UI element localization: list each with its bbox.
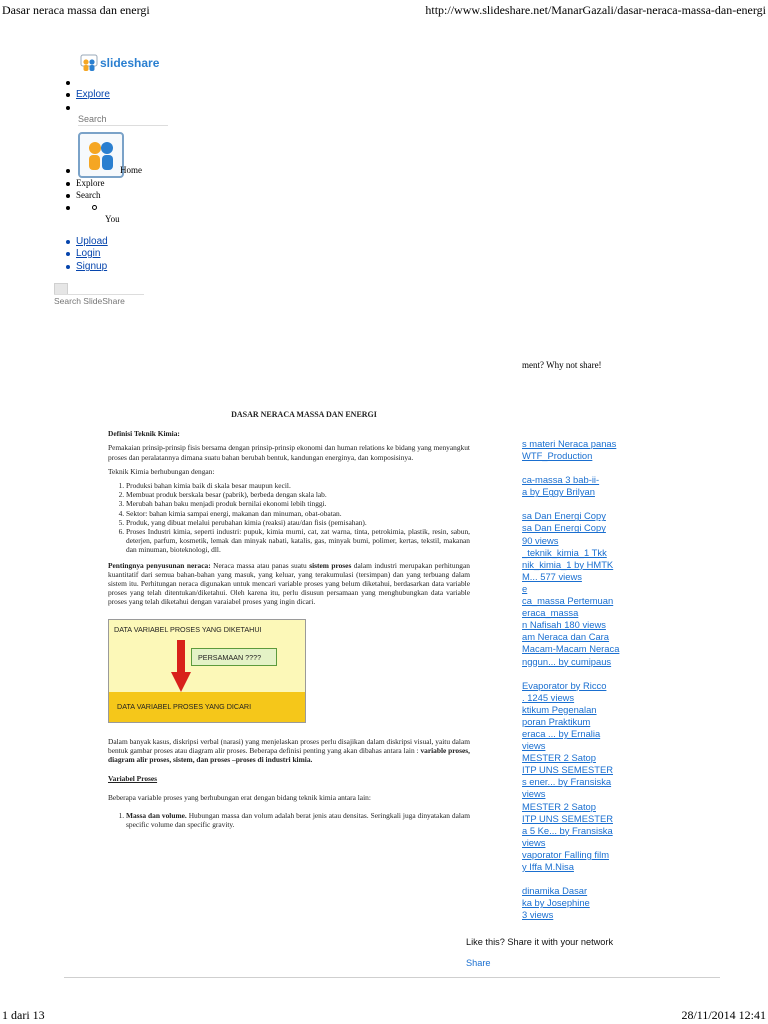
related-link[interactable]: M... 577 views (522, 570, 582, 582)
document-slide (108, 410, 470, 829)
upload-link[interactable]: Upload (76, 236, 108, 247)
related-link[interactable]: 90 views (522, 534, 559, 546)
list-item: 1. Massa dan volume. Hubungan massa dan volum adalah berat jenis atau densitas. Seringkali juga dinyatakan dalam specific volume dan specific gravity. (126, 811, 470, 829)
related-list (108, 481, 470, 555)
related-link[interactable]: ca-massa 3 bab-ii- (522, 474, 600, 486)
list-item: 4. Sektor: bahan kimia sampai energi, makanan dan minuman, obat-obatan. (126, 509, 470, 518)
related-link[interactable]: ITP UNS SEMESTER (522, 764, 613, 776)
related-link[interactable]: ca_massa Pertemuan (522, 595, 614, 607)
related-link[interactable]: y Iffa M.Nisa (522, 861, 574, 872)
related-link[interactable]: WTF_Production (522, 450, 593, 462)
login-link[interactable]: Login (76, 248, 101, 259)
nav-explore-item (66, 88, 110, 101)
related-link[interactable]: views (522, 836, 546, 848)
slideshare-logo-icon (80, 54, 98, 72)
related-link[interactable]: ktikum Pegenalan (522, 703, 597, 715)
diagram-bottom-label: DATA VARIABEL PROSES YANG DICARI (117, 701, 252, 711)
explore-link[interactable]: Explore (76, 89, 110, 100)
share-button[interactable]: Share (466, 958, 491, 968)
nav-search-item (66, 101, 76, 113)
list-item: 3. Merubah bahan baku menjadi produk bernilai ekonomi lebih tinggi. (126, 499, 470, 508)
related-link[interactable]: _teknik_kimia_1 Tkk (522, 546, 607, 558)
related-link[interactable]: n Nafisah 180 views (522, 619, 606, 631)
related-link[interactable]: eraca ... by Ernalia (522, 727, 601, 739)
list-item: 2. Membuat produk berskala besar (pabrik), berbeda dengan skala lab. (126, 490, 470, 499)
variabel-heading: Variabel Proses (108, 774, 158, 784)
mobile-nav-home[interactable]: Home (66, 164, 142, 176)
mobile-nav-search[interactable]: Search (66, 189, 101, 201)
list-item: 1. Produksi bahan kimia baik di skala besar maupun kecil. (126, 481, 470, 490)
nav-empty-item (66, 76, 76, 88)
related-group (522, 510, 636, 546)
related-link[interactable]: views (522, 788, 546, 800)
definition-heading: Definisi Teknik Kimia: (108, 429, 180, 439)
related-group (522, 474, 636, 498)
related-link[interactable]: vaporator Falling film (522, 848, 610, 860)
importance-heading: Pentingnya penyusunan neraca: (108, 560, 211, 570)
page-counter: 1 dari 13 (2, 1008, 45, 1022)
process-diagram (108, 619, 306, 723)
list-item: 5. Produk, yang dibuat melalui perubahan kimia (reaksi) atau/dan fisis (pemisahan). (126, 518, 470, 527)
related-link[interactable]: Evaporator by Ricco (522, 679, 607, 691)
related-link[interactable]: nggun... by cumipaus (522, 655, 612, 667)
related-intro: Teknik Kimia berhubungan dengan: (108, 466, 215, 476)
nav-login-item (66, 247, 100, 260)
mobile-nav-explore[interactable]: Explore (66, 177, 105, 189)
page-url-header: http://www.slideshare.net/ManarGazali/dasar-neraca-massa-dan-energi (425, 3, 766, 17)
diagram-top-label: DATA VARIABEL PROSES YANG DIKETAHUI (114, 624, 262, 634)
search-slideshare-input[interactable] (54, 294, 144, 307)
document-title: DASAR NERACA MASSA DAN ENERGI (231, 410, 377, 419)
signup-link[interactable]: Signup (76, 261, 108, 272)
slideshare-logo[interactable] (80, 54, 159, 72)
related-link[interactable]: a 5 Ke... by Fransiska (522, 824, 613, 836)
footer-divider (64, 977, 720, 978)
related-link[interactable]: s materi Neraca panas (522, 438, 617, 449)
related-link[interactable]: nik_kimia_1 by HMTK (522, 558, 614, 570)
related-link[interactable]: dinamika Dasar (522, 885, 588, 897)
related-link[interactable]: s ener... by Fransiska (522, 776, 612, 788)
list-item: 6. Proses Industri kimia, seperti industri: pupuk, kimia murni, cat, zat warna, tinta, petrokimia, plastik, resin, sabun, deterjen, parfum, kosmetik, lemak dan minyak nabati, katalis, gas, minyak bumi, polimer, kertas, tekstil, makanan dan minuman, bioteknologi, dll. (126, 527, 470, 555)
page-title-header: Dasar neraca massa dan energi (2, 3, 150, 17)
equation-box: PERSAMAAN ???? (191, 648, 277, 666)
related-link[interactable]: MESTER 2 Satop (522, 752, 596, 764)
related-link[interactable]: views (522, 740, 546, 752)
variabel-list (108, 811, 470, 829)
related-link[interactable]: 3 views (522, 909, 554, 921)
related-link[interactable]: poran Praktikum (522, 715, 591, 727)
related-link[interactable]: eraca_massa (522, 607, 579, 619)
variabel-text: Beberapa variable proses yang berhubungan erat dengan bidang teknik kimia antara lain: (108, 793, 371, 803)
mobile-nav-you[interactable]: You (105, 214, 120, 224)
related-link[interactable]: a by Eggy Brilyan (522, 486, 595, 498)
like-share-text: Like this? Share it with your network (466, 937, 614, 947)
related-link[interactable]: Macam-Macam Neraca (522, 643, 620, 655)
related-group (522, 885, 636, 921)
down-arrow-icon (171, 640, 191, 692)
definition-text: Pemakaian prinsip-prinsip fisis bersama dengan prinsip-prinsip ekonomi dan human relations ke bidang yang menyangkut proses dan peralatannya dimana suatu bahan berubah bentuk, kandungan energinya, dan komposisinya. (108, 443, 470, 462)
share-prompt: ment? Why not share! (522, 360, 602, 370)
related-link[interactable]: MESTER 2 Satop (522, 800, 596, 812)
related-link[interactable]: . 1245 views (522, 691, 575, 703)
mobile-nav-you-item (66, 201, 97, 213)
related-group (522, 547, 636, 668)
related-group (522, 680, 636, 874)
related-slideshows (522, 438, 636, 921)
related-link[interactable]: ITP UNS SEMESTER (522, 812, 613, 824)
search-input[interactable] (78, 113, 168, 126)
cases-paragraph: Dalam banyak kasus, diskripsi verbal (narasi) yang menjelaskan proses perlu disajikan dalam diskripsi visual, yaitu dalam bentuk gambar proses atau diagram alir proses. Beberapa definisi penting yang akan dibahas antara lain : variable proses, diagram alir proses, sistem, dan proses –proses di industri kimia. (108, 736, 470, 765)
logo-text: slideshare (100, 56, 160, 70)
importance-paragraph: Pentingnya penyusunan neraca: Neraca massa atau panas suatu sistem proses dalam industri merupakan perhitungan kuantitatif dari semua bahan-bahan yang masuk, yang keluar, yang terakumulasi (tersimpan) dan yang terbuang dalam sistem itu. Perhitungan neraca digunakan untuk mencari variable proses yang belum diketahui, berdasarkan data variable proses yang telah ditentukan/diketahui. Oleh karena itu, perlu disusun persamaan yang menghubungkan data variable proses yang telah diketahui dengan varaiabel proses yang ingin dicari. (108, 560, 470, 607)
related-group (522, 438, 636, 462)
related-link[interactable]: sa Dan Energi Copy (522, 510, 606, 522)
nav-signup-item (66, 260, 107, 273)
related-link[interactable]: ka by Josephine (522, 897, 590, 909)
related-link[interactable]: e (522, 582, 528, 594)
related-link[interactable]: sa Dan Energi Copy (522, 522, 606, 534)
related-link[interactable]: am Neraca dan Cara (522, 631, 610, 643)
print-datetime: 28/11/2014 12:41 (681, 1008, 766, 1022)
